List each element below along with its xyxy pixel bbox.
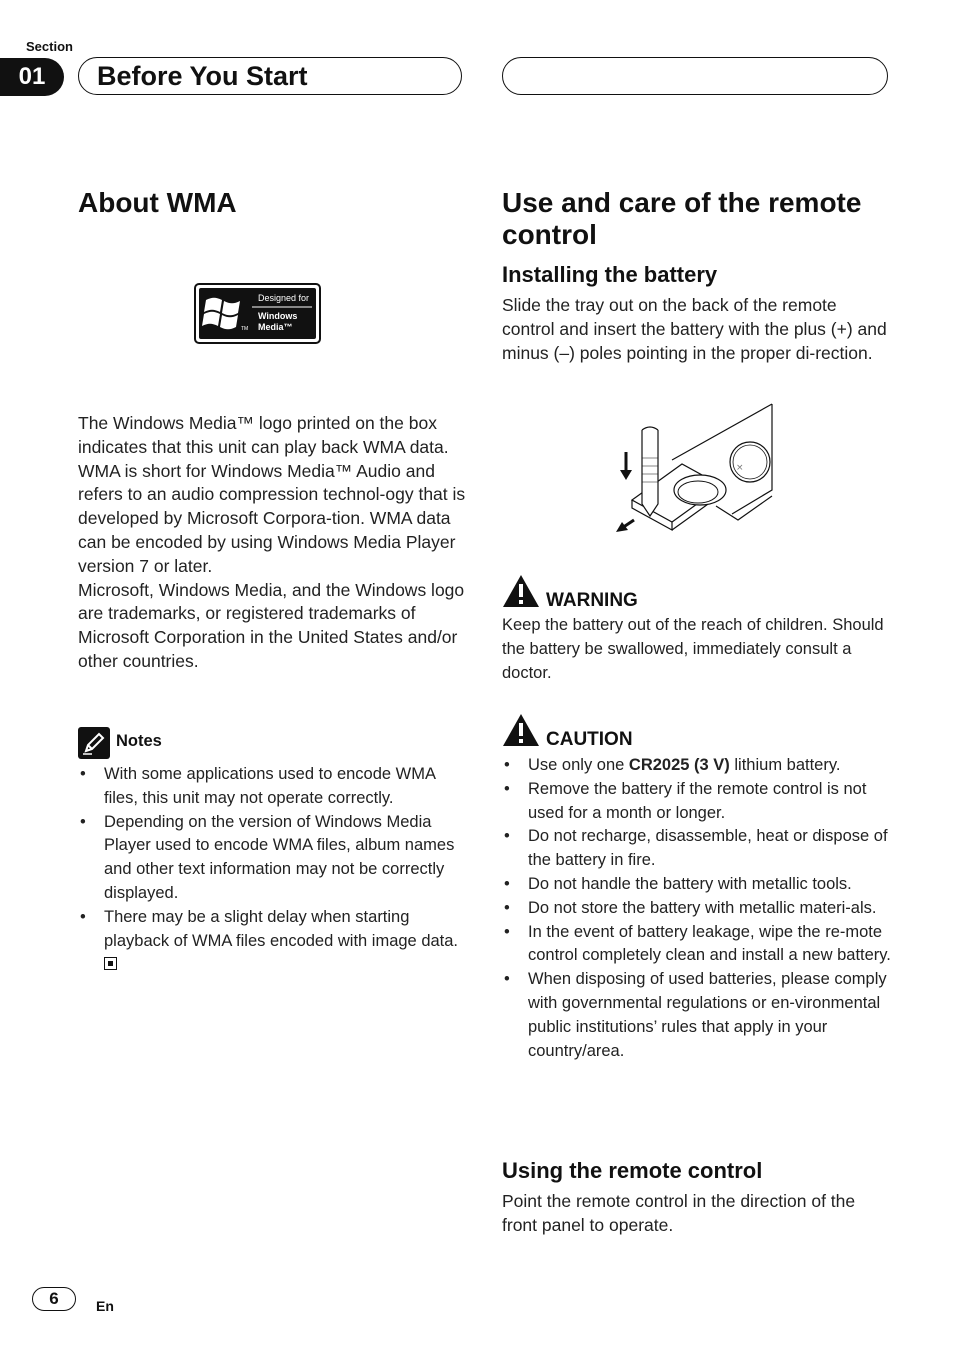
warning-triangle-icon — [502, 713, 540, 747]
logo-windows: Windows — [258, 311, 298, 321]
pencil-note-icon — [78, 727, 110, 759]
warning-text: Keep the battery out of the reach of children. Should the battery be swallowed, immediately consult a doctor. — [502, 616, 884, 682]
list-item: • Do not handle the battery with metallic tools. — [502, 873, 892, 897]
list-item: • When disposing of used batteries, please comply with governmental regulations or en-vironmental public institutions’ rules that apply in your country/area. — [502, 968, 892, 1063]
notes-icon-box — [78, 727, 110, 759]
caution-label: CAUTION — [546, 729, 633, 750]
caution-text: Use only one — [528, 756, 629, 774]
notes-list — [78, 763, 466, 977]
about-wma-heading: About WMA — [78, 187, 237, 218]
caution-icon-wrap — [502, 713, 540, 747]
list-item — [502, 754, 892, 778]
list-item — [78, 906, 466, 977]
list-item: • Do not store the battery with metallic materi-als. — [502, 897, 892, 921]
paragraph: WMA is short for Windows Media™ Audio and refers to an audio compression technol-ogy that is developed by Microsoft Corpora-tion. WMA data can be encoded by using Windows Media Player version 7 or later. — [78, 460, 466, 576]
list-item: • Remove the battery if the remote control is not used for a month or longer. — [502, 778, 892, 826]
about-wma-body — [78, 412, 466, 674]
warning-icon-wrap — [502, 574, 540, 608]
installing-battery-heading: Installing the battery — [502, 262, 718, 287]
page-number: 6 — [32, 1287, 76, 1311]
notes-label: Notes — [116, 732, 162, 750]
using-remote-heading: Using the remote control — [502, 1158, 763, 1183]
logo-media: Media™ — [258, 322, 293, 332]
logo-designed-for: Designed for — [258, 293, 310, 303]
logo-tm: TM — [241, 326, 249, 332]
language-code: En — [96, 1298, 114, 1314]
caution-text: lithium battery. — [729, 756, 841, 774]
list-item: • In the event of battery leakage, wipe the re-mote control completely clean and install a new battery. — [502, 921, 892, 969]
note-text: There may be a slight delay when starting playback of WMA files encoded with image data. — [104, 907, 459, 950]
battery-illustration — [612, 400, 778, 540]
svg-text:×: × — [736, 463, 744, 473]
paragraph: Microsoft, Windows Media, and the Windows logo are trademarks, or registered trademarks of Microsoft Corporation in the United States and/or other countries. — [78, 579, 465, 671]
header-empty-pill — [502, 57, 888, 95]
battery-model: CR2025 (3 V) — [628, 756, 730, 774]
paragraph: The Windows Media™ logo printed on the box indicates that this unit can play back WMA data. — [78, 413, 449, 457]
installing-battery-text: Slide the tray out on the back of the remote control and insert the battery with the plus (+) and minus (–) poles pointing in the proper di-rection. — [502, 295, 887, 363]
page-title: Before You Start — [78, 57, 462, 95]
list-item: • With some applications used to encode WMA files, this unit may not operate correctly. — [78, 763, 466, 811]
end-mark-icon — [104, 957, 117, 970]
section-number: 01 — [0, 58, 64, 96]
caution-list — [502, 754, 892, 1063]
warning-triangle-icon — [502, 574, 540, 608]
section-label: Section — [26, 39, 73, 54]
warning-label: WARNING — [546, 590, 638, 611]
list-item: • Do not recharge, disassemble, heat or dispose of the battery in fire. — [502, 825, 892, 873]
using-remote-text: Point the remote control in the direction of the front panel to operate. — [502, 1191, 856, 1235]
windows-media-logo — [194, 283, 321, 344]
remote-control-heading: Use and care of the remote control — [502, 187, 862, 250]
list-item: • Depending on the version of Windows Media Player used to encode WMA files, album names and other text information may not be correctly displayed. — [78, 811, 466, 906]
battery-insert-illustration — [612, 400, 778, 540]
